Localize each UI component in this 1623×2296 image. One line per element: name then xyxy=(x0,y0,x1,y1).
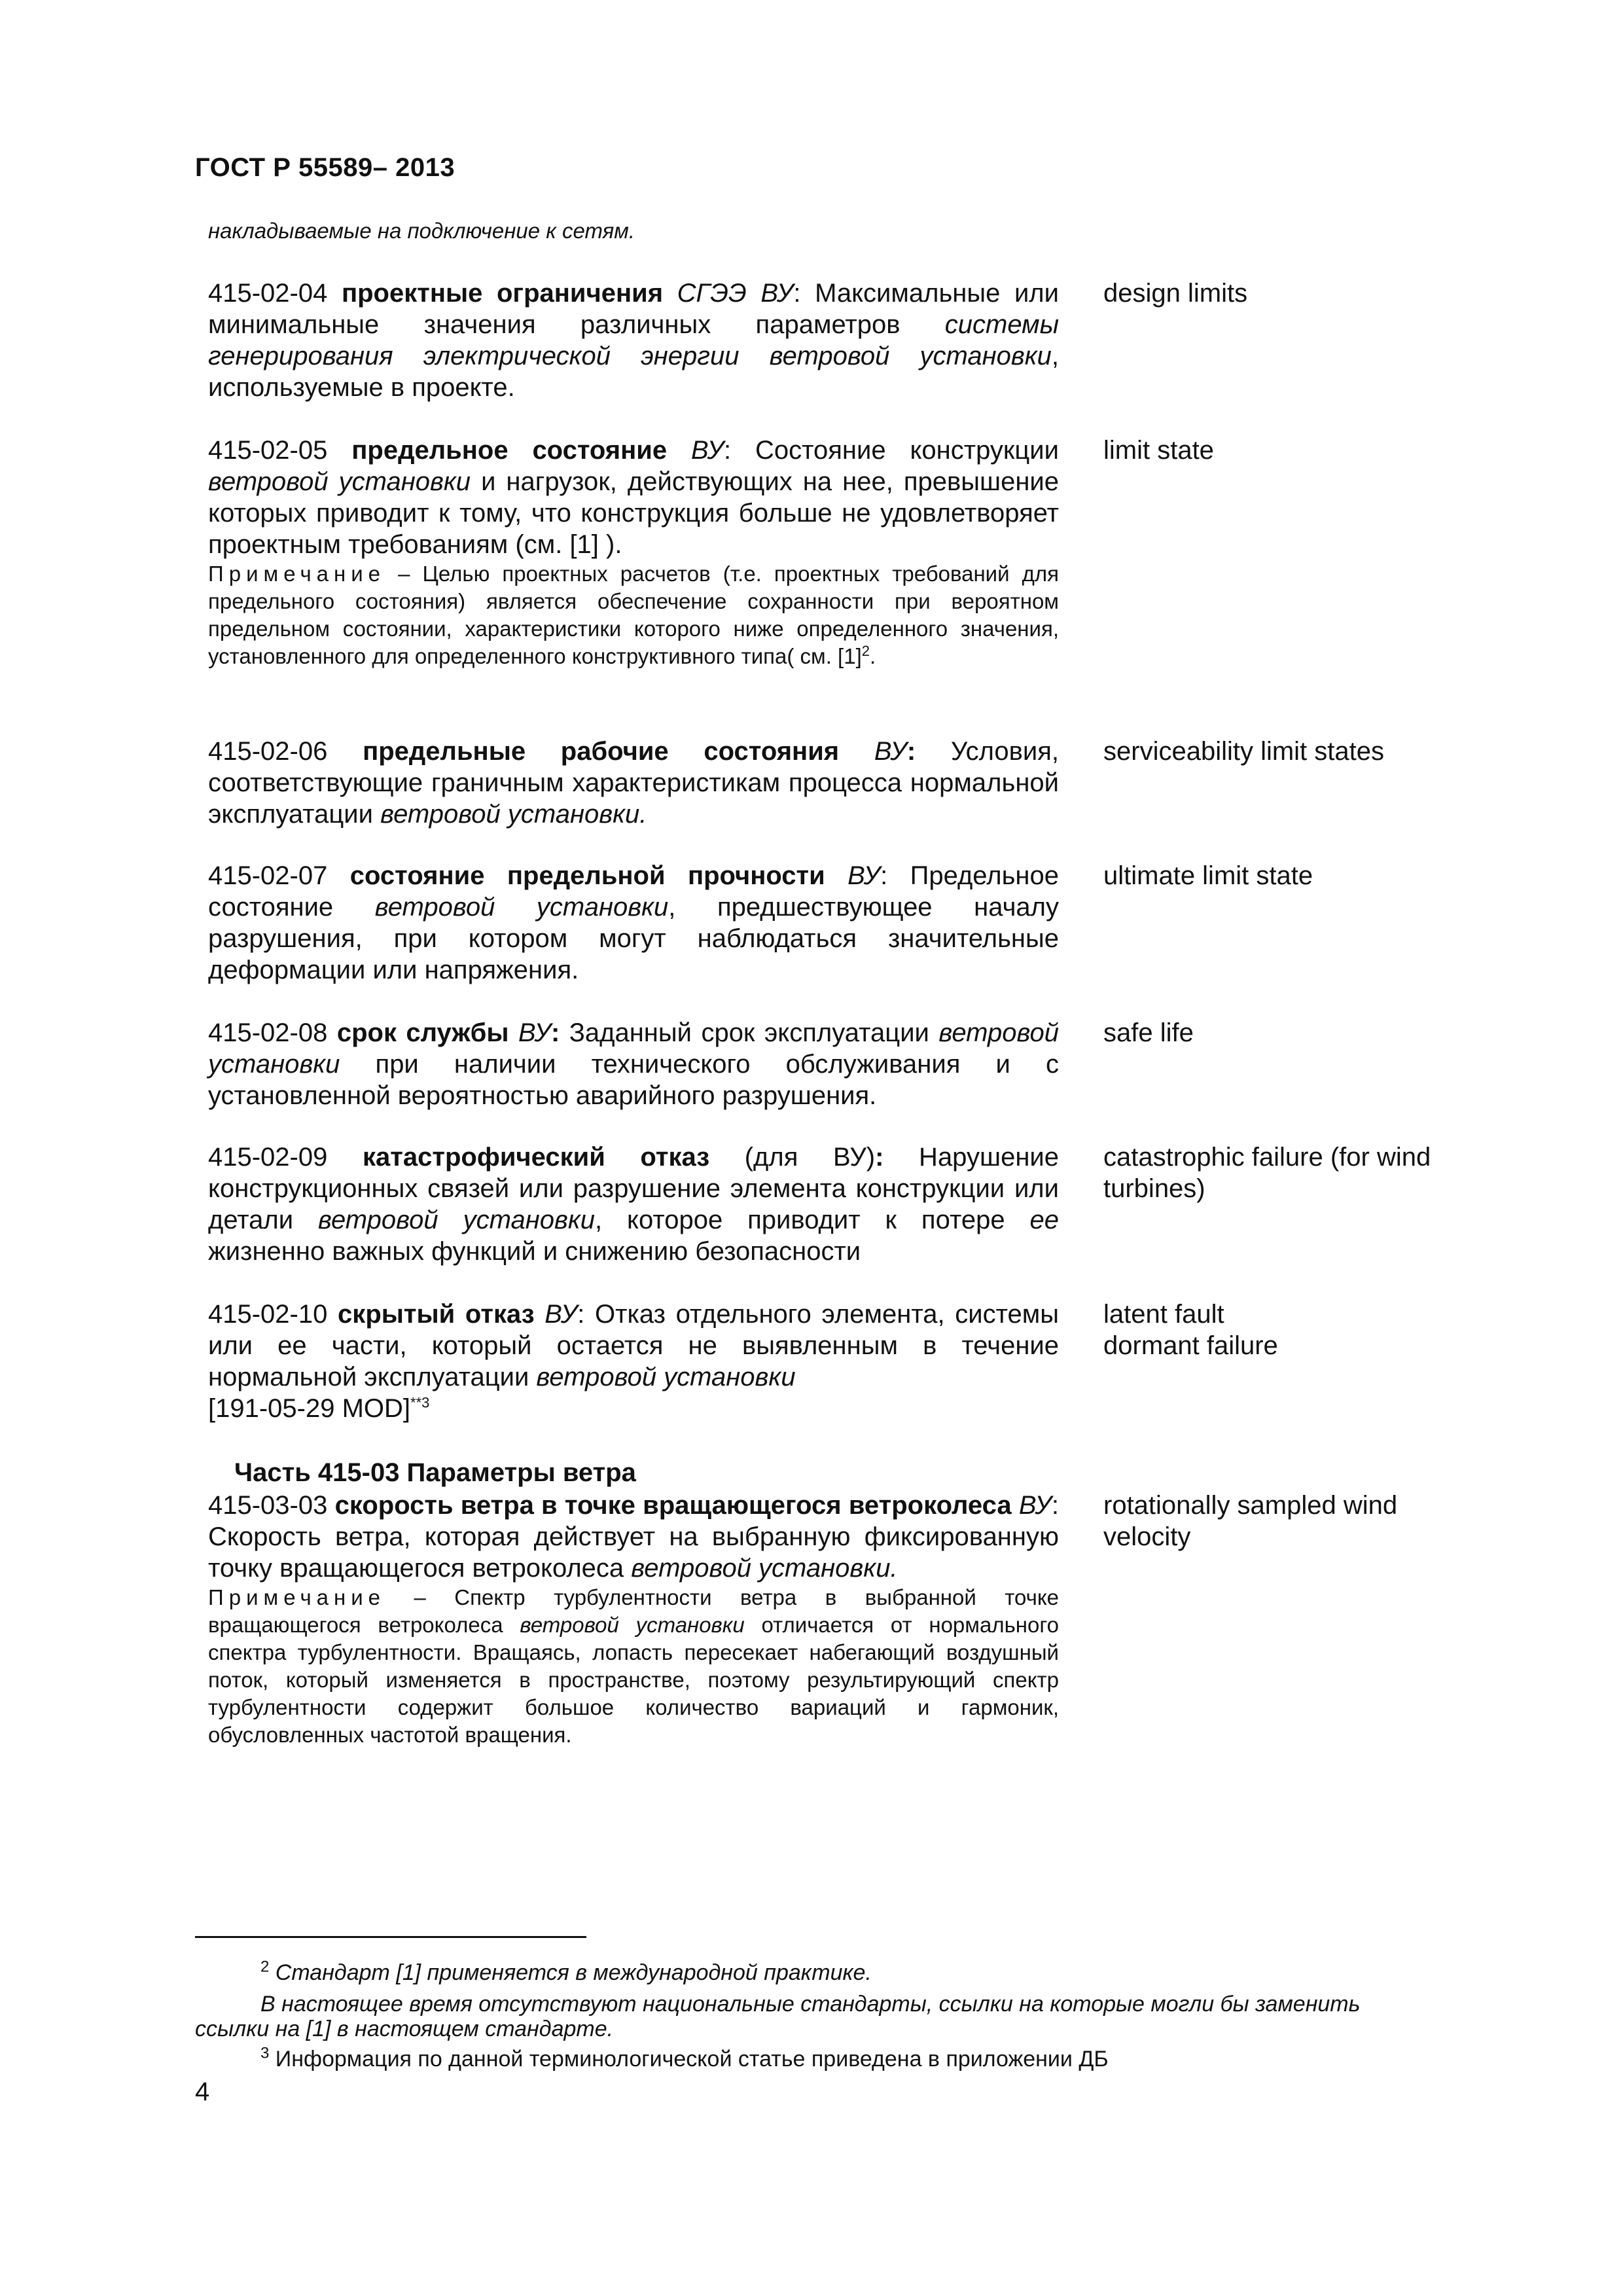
term-entry-415-02-05 xyxy=(208,435,1059,670)
entry-number: 415-02-05 xyxy=(208,436,328,465)
entry-number: 415-02-07 xyxy=(208,861,328,890)
entry-number: 415-02-04 xyxy=(208,279,328,308)
term-abbr: ВУ xyxy=(544,1300,578,1329)
term-entry-415-02-08 xyxy=(208,1017,1059,1111)
definition-italic: ветровой установки xyxy=(208,1018,1059,1079)
term-entry-415-02-07 xyxy=(208,860,1059,986)
term-name: скорость ветра в точке вращающегося ветроколеса xyxy=(334,1491,1012,1520)
english-term-line: rotationally sampled wind xyxy=(1103,1491,1398,1520)
english-term: safe life xyxy=(1103,1018,1194,1047)
colon: : xyxy=(875,1143,884,1172)
definition-text: жизненно важных функций и снижению безопасности xyxy=(208,1237,861,1266)
definition-text: : Отказ отдельного элемента, системы или ее части, который остается не выявленным в течение нормальной эксплуатации xyxy=(208,1300,1059,1391)
definition-italic: ветровой установки. xyxy=(631,1554,898,1583)
entry-number: 415-02-10 xyxy=(208,1300,328,1329)
page-number: 4 xyxy=(195,2077,210,2106)
term-entry-415-02-06 xyxy=(208,736,1059,830)
term-name: предельные рабочие состояния xyxy=(363,737,840,766)
english-term-line: dormant failure xyxy=(1103,1331,1278,1360)
definition-text: , используемые в проекте. xyxy=(208,342,1059,402)
note-label: Примечание xyxy=(208,562,386,586)
term-name: состояние предельной прочности xyxy=(349,861,825,890)
term-abbr: ВУ xyxy=(874,737,907,766)
english-term xyxy=(1103,1490,1509,1552)
entry-number: 415-02-08 xyxy=(208,1018,328,1047)
note-text: отличается от нормального спектра турбулентности. Вращаясь, лопасть пересекает набегающий воздушный поток, который изменяется в пространстве, поэтому результирующий спектр турбулентности содержит большое количество вариаций и гармоник, обусловленных частотой вращения. xyxy=(208,1613,1060,1747)
definition-text: : Предельное состояние xyxy=(208,861,1059,922)
note-end: . xyxy=(870,644,876,668)
english-term xyxy=(1103,1299,1509,1361)
footnote-text: Информация по данной терминологической статье приведена в приложении ДБ xyxy=(269,2047,1109,2072)
footnote-mark: 2 xyxy=(260,1958,270,1976)
document-title: ГОСТ Р 55589– 2013 xyxy=(195,153,455,182)
definition-text: : Скорость ветра, которая действует на выбранную фиксированную точку вращающегося ветроколеса xyxy=(208,1491,1059,1583)
footnote-2-continuation: В настоящее время отсутствуют национальные стандарты, ссылки на которые могли бы заменить xyxy=(260,1992,1361,2017)
term-entry-415-02-10 xyxy=(208,1299,1059,1424)
definition-text: , которое приводит к потере xyxy=(594,1206,1030,1234)
entry-number: 415-03-03 xyxy=(208,1491,328,1520)
english-term: design limits xyxy=(1103,279,1248,308)
note-text: – Спектр турбулентности ветра в выбранной точке вращающегося ветроколеса xyxy=(208,1585,1059,1637)
english-term-line: velocity xyxy=(1103,1522,1191,1551)
term-name: проектные ограничения xyxy=(341,279,664,308)
footnote-2 xyxy=(260,1958,872,1987)
english-term xyxy=(1103,1141,1509,1204)
definition-italic: ее xyxy=(1029,1206,1060,1234)
colon: : xyxy=(550,1018,560,1047)
term-name: предельное состояние xyxy=(351,436,668,465)
footnote-text: Стандарт [1] применяется в международной практике. xyxy=(269,1960,872,1985)
continuation-text: накладываемые на подключение к сетям. xyxy=(208,219,635,243)
definition-text: : Состояние конструкции xyxy=(724,436,1059,465)
definition-italic: ветровой установки xyxy=(374,893,669,922)
footnote-ref[interactable]: 2 xyxy=(861,643,870,659)
footnote-ref[interactable]: **3 xyxy=(410,1394,430,1411)
term-abbr: ВУ xyxy=(691,436,724,465)
definition-text: Условия, соответствующие граничным характеристикам процесса нормальной эксплуатации xyxy=(208,737,1059,829)
english-term-line: turbines) xyxy=(1103,1174,1205,1203)
english-term-line: catastrophic failure (for wind xyxy=(1103,1143,1431,1172)
english-term: serviceability limit states xyxy=(1103,737,1385,766)
part-heading: Часть 415-03 Параметры ветра xyxy=(234,1458,636,1487)
english-term: limit state xyxy=(1103,436,1214,465)
term-abbr: ВУ xyxy=(518,1018,551,1047)
iev-reference: [191-05-29 MOD] xyxy=(208,1394,411,1423)
term-entry-415-02-09 xyxy=(208,1141,1059,1267)
term-name: срок службы xyxy=(336,1018,509,1047)
definition-italic: ветровой установки xyxy=(536,1363,796,1391)
term-name: катастрофический отказ xyxy=(363,1143,710,1172)
note xyxy=(208,560,1059,670)
term-name: скрытый отказ xyxy=(338,1300,535,1329)
definition-italic: системы генерирования электрической энергии ветровой установки xyxy=(208,310,1059,370)
term-abbr: СГЭЭ ВУ xyxy=(677,279,794,308)
note xyxy=(208,1584,1059,1749)
footnote-mark: 3 xyxy=(260,2044,270,2062)
definition-text: Нарушение конструкционных связей или разрушение элемента конструкции или детали xyxy=(208,1143,1059,1234)
definition-italic: ветровой установки. xyxy=(380,800,647,829)
note-text: – Целью проектных расчетов (т.е. проектных требований для предельного состояния) является обеспечение сохранности при вероятном предельном состоянии, характеристики которого ниже определенного значения, установленного для определенного конструктивного типа( см. [1] xyxy=(208,562,1059,668)
definition-italic: ветровой установки xyxy=(318,1206,595,1234)
term-entry-415-02-04 xyxy=(208,278,1059,403)
english-term: ultimate limit state xyxy=(1103,861,1313,890)
definition-text: Заданный срок эксплуатации xyxy=(560,1018,939,1047)
entry-number: 415-02-09 xyxy=(208,1143,328,1172)
definition-text: и нагрузок, действующих на нее, превышение которых приводит к тому, что конструкция больше не удовлетворяет проектным требованиям (см. [1] ). xyxy=(208,467,1060,559)
footnote-2-continuation: ссылки на [1] в настоящем стандарте. xyxy=(195,2017,614,2041)
colon: : xyxy=(906,737,916,766)
entry-number: 415-02-06 xyxy=(208,737,328,766)
definition-text: : Максимальные или минимальные значения различных параметров xyxy=(208,279,1059,339)
term-entry-415-03-03 xyxy=(208,1490,1059,1749)
english-term-line: latent fault xyxy=(1103,1300,1224,1329)
definition-text: , предшествующее началу разрушения, при котором могут наблюдаться значительные деформации или напряжения. xyxy=(208,893,1059,984)
term-abbr: ВУ xyxy=(847,861,881,890)
note-label: Примечание xyxy=(208,1585,386,1609)
definition-italic: ветровой установки xyxy=(208,467,471,496)
note-italic: ветровой установки xyxy=(520,1613,745,1637)
definition-text: при наличии технического обслуживания и с установленной вероятностью аварийного разрушения. xyxy=(208,1050,1059,1110)
term-abbr: ВУ xyxy=(1018,1491,1052,1520)
footnote-separator xyxy=(195,1936,586,1938)
footnote-3 xyxy=(260,2045,1109,2073)
term-qualifier: (для ВУ) xyxy=(709,1143,876,1172)
